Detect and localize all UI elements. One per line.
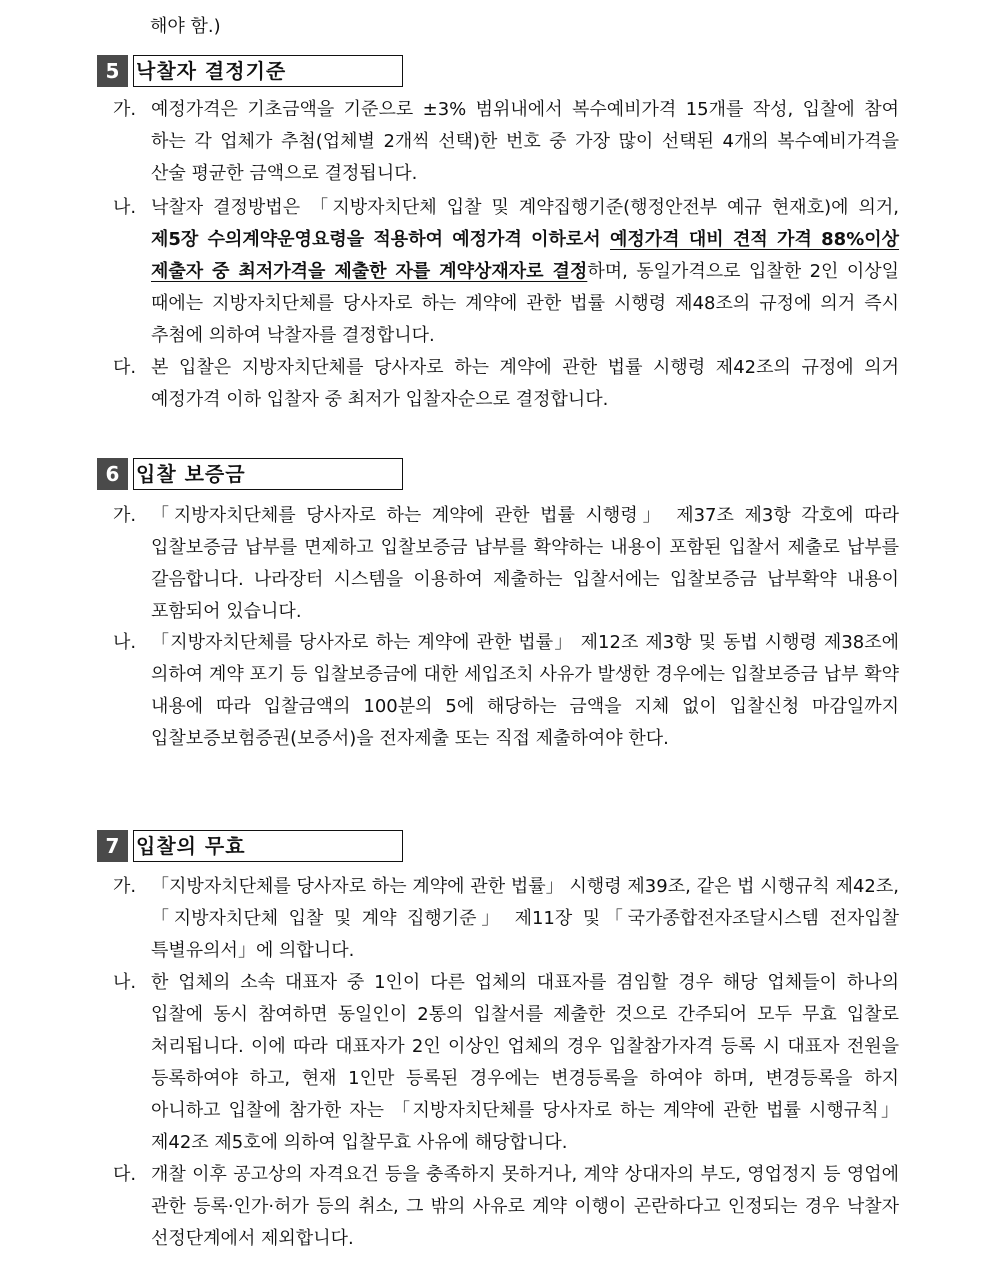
- list-item: [113, 500, 899, 628]
- item-text: 「지방자치단체를 당사자로 하는 계약에 관한 법률 시행령」 제37조 제3항 각호에 따라 입찰보증금 납부를 면제하고 입찰보증금 납부를 확약하는 내용이 포함된 입찰서 제출로 납부를 갈음합니다. 나라장터 시스템을 이용하여 제출하는 입찰서에는 입찰보증금 납부확약 내용이 포함되어 있습니다.: [151, 505, 899, 622]
- list-item: [113, 871, 899, 967]
- item-text: 「지방자치단체를 당사자로 하는 계약에 관한 법률」 시행령 제39조, 같은 법 시행규칙 제42조, 「지방자치단체 입찰 및 계약 집행기준」 제11장 및「국가종합전자조달시스템 전자입찰 특별유의서」에 의합니다.: [151, 876, 899, 961]
- item-text-bold-underline: 예정가격 대비 견적 가격 88%이상 제출자 중 최저가격을 제출한 자를 계약상재자로 결정: [151, 229, 900, 282]
- item-text-part: 낙찰자 결정방법은 「지방자치단체 입찰 및 계약집행기준(행정안전부 예규 현재호)에 의거,: [151, 197, 899, 218]
- item-marker: 나.: [113, 972, 137, 993]
- section-number-badge: 5: [97, 55, 128, 87]
- section-title: 입찰의 무효: [133, 830, 403, 862]
- list-item: [113, 967, 899, 1159]
- section-title: 입찰 보증금: [133, 458, 403, 490]
- item-marker: 가.: [113, 99, 137, 120]
- item-marker: 가.: [113, 505, 137, 526]
- item-text: 개찰 이후 공고상의 자격요건 등을 충족하지 못하거나, 계약 상대자의 부도, 영업정지 등 영업에 관한 등록·인가·허가 등의 취소, 그 밖의 사유로 계약 이행이 곤란하다고 인정되는 경우 낙찰자 선정단계에서 제외합니다.: [151, 1164, 899, 1249]
- section-number-badge: 6: [97, 458, 128, 490]
- item-marker: 다.: [113, 357, 137, 378]
- list-item: [113, 352, 899, 416]
- item-text: 「지방자치단체를 당사자로 하는 계약에 관한 법률」 제12조 제3항 및 동법 시행령 제38조에 의하여 계약 포기 등 입찰보증금에 대한 세입조치 사유가 발생한 경우에는 입찰보증금 납부 확약 내용에 따라 입찰금액의 100분의 5에 해당하는 금액을 지체 없이 입찰신청 마감일까지 입찰보증보험증권(보증서)을 전자제출 또는 직접 제출하여야 한다.: [151, 632, 899, 749]
- item-text: 한 업체의 소속 대표자 중 1인이 다른 업체의 대표자를 겸임할 경우 해당 업체들이 하나의 입찰에 동시 참여하면 동일인이 2통의 입찰서를 제출한 것으로 간주되어 모두 무효 입찰로 처리됩니다. 이에 따라 대표자가 2인 이상인 업체의 경우 입찰참가자격 등록 시 대표자 전원을 등록하여야 하고, 현재 1인만 등록된 경우에는 변경등록을 하여야 하며, 변경등록을 하지 아니하고 입찰에 참가한 자는 「지방자치단체를 당사자로 하는 계약에 관한 법률 시행규칙」 제42조 제5호에 의하여 입찰무효 사유에 해당합니다.: [151, 972, 899, 1153]
- item-marker: 다.: [113, 1164, 137, 1185]
- list-item: [113, 94, 899, 190]
- item-marker: 나.: [113, 197, 137, 218]
- section-number-badge: 7: [97, 830, 128, 862]
- item-text: 본 입찰은 지방자치단체를 당사자로 하는 계약에 관한 법률 시행령 제42조의 규정에 의거 예정가격 이하 입찰자 중 최저가 입찰자순으로 결정합니다.: [151, 357, 899, 410]
- item-text: 예정가격은 기초금액을 기준으로 ±3% 범위내에서 복수예비가격 15개를 작성, 입찰에 참여 하는 각 업체가 추첨(업체별 2개씩 선택)한 번호 중 가장 많이 선택된 4개의 복수예비가격을 산술 평균한 금액으로 결정됩니다.: [151, 99, 899, 184]
- section-title: 낙찰자 결정기준: [133, 55, 403, 87]
- item-text: [151, 192, 899, 352]
- continued-text-fragment: 해야 함.): [150, 16, 221, 37]
- item-marker: 가.: [113, 876, 137, 897]
- item-text-bold: 제5장 수의계약운영요령을 적용하여 예정가격 이하로서: [151, 229, 611, 250]
- item-marker: 나.: [113, 632, 137, 653]
- item-text-part: 하며, 동일가격으로 입찰한 2인 이상일 때에는 지방자치단체를 당사자로 하는 계약에 관한 법률 시행령 제48조의 규정에 의거 즉시 추첨에 의하여 낙찰자를 결정합니다.: [151, 261, 899, 346]
- list-item: [113, 627, 899, 755]
- list-item: [113, 1159, 899, 1255]
- list-item: [113, 192, 899, 352]
